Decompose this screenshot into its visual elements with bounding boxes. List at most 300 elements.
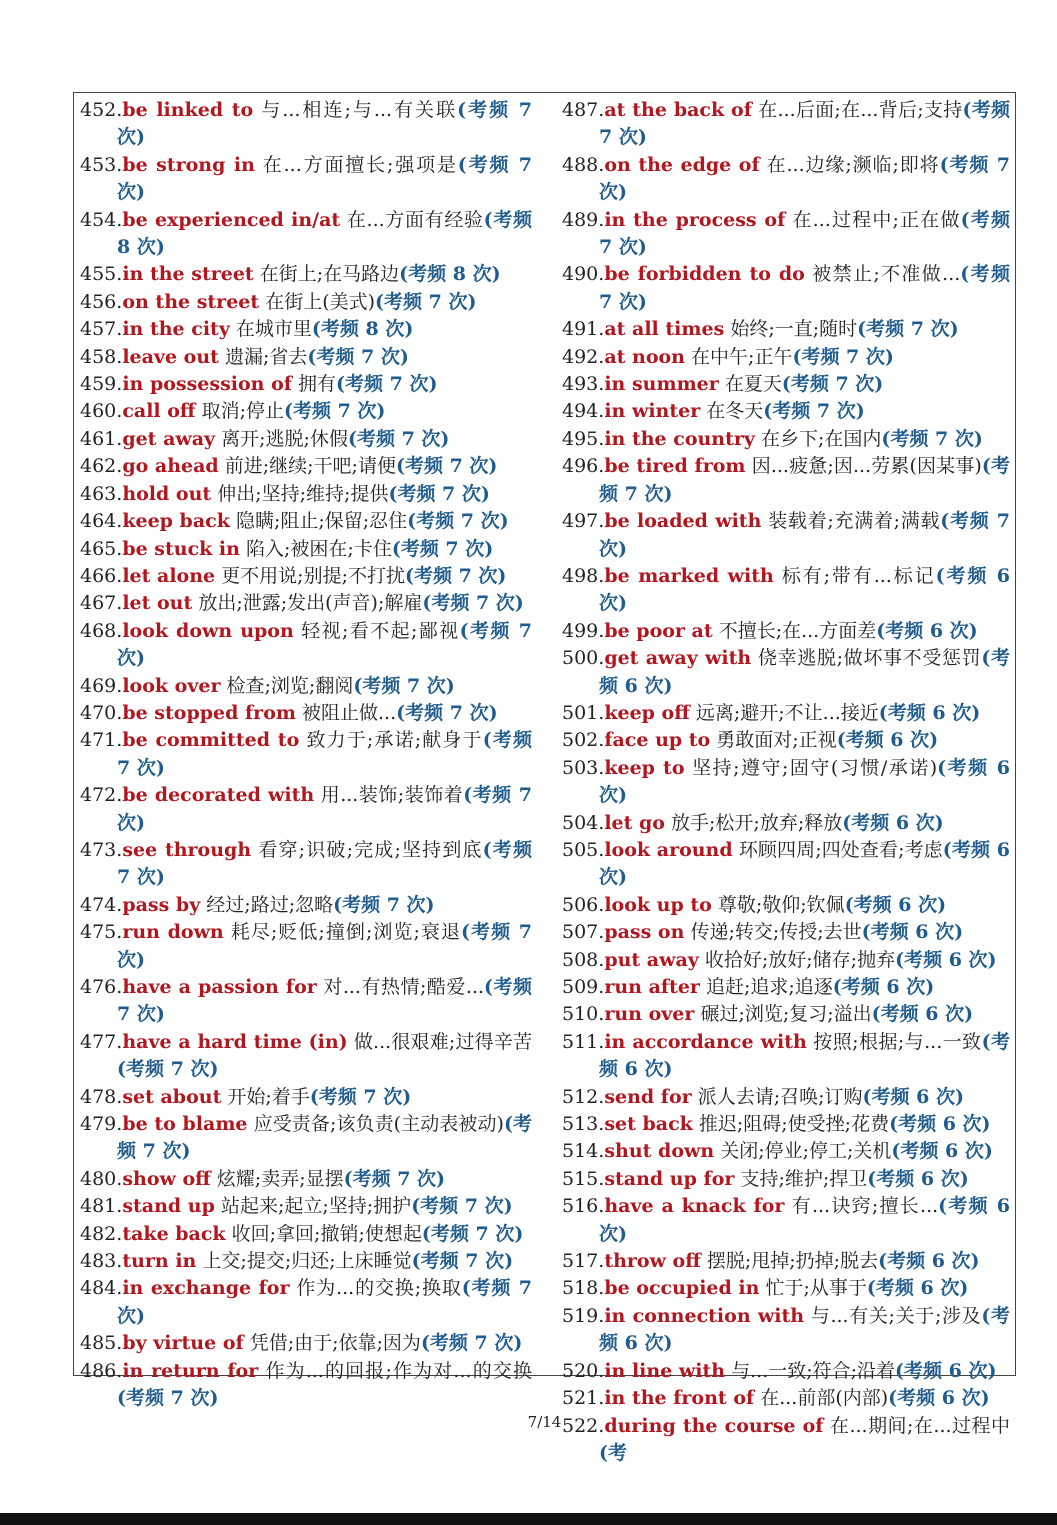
entry-frequency: (考频 8 次) [311,318,414,341]
phrase-entry [562,316,1010,343]
entry-meaning: 开始;着手 [227,1085,310,1108]
entry-frequency: (考频 7 次) [309,1085,412,1108]
entry-meaning: 用...装饰;装饰着 [320,784,464,807]
entry-number: 468. [80,619,123,642]
phrase-entry [562,837,1010,892]
entry-phrase: put away [604,948,699,971]
phrase-entry [80,563,532,590]
entry-frequency: (考频 7 次) [343,1167,446,1190]
phrase-entry [562,344,1010,371]
phrase-entry [562,947,1010,974]
phrase-entry [562,755,1010,810]
entry-number: 519. [562,1304,605,1327]
entry-number: 473. [80,838,123,861]
entry-number: 501. [562,701,605,724]
entry-frequency: (考频 7 次) [599,263,1010,313]
entry-meaning: 在夏天 [724,373,782,396]
entry-number: 469. [80,674,123,697]
entry-number: 475. [80,921,123,944]
entry-phrase: keep to [604,756,685,779]
entry-meaning: 关闭;停业;停工;关机 [720,1140,892,1163]
entry-meaning: 派人去请;召唤;订购 [697,1085,863,1108]
entry-frequency: (考频 8 次) [399,263,501,286]
entry-phrase: be marked with [604,564,774,587]
phrase-entry [80,1248,532,1275]
entry-frequency: (考频 7 次) [599,455,1010,505]
entry-meaning: 致力于;承诺;献身于 [306,729,483,752]
entry-frequency: (考频 7 次) [117,1277,532,1327]
entry-meaning: 支持;维护;捍卫 [740,1167,868,1190]
entry-phrase: be stuck in [122,537,240,560]
phrase-entry [80,782,532,837]
entry-meaning: 前进;继续;干吧;请便 [224,455,396,478]
entry-phrase: let alone [122,564,216,587]
phrase-entry [562,810,1010,837]
entry-phrase: look around [604,838,733,861]
entry-frequency: (考频 7 次) [117,1058,219,1081]
entry-number: 506. [562,893,605,916]
entry-number: 515. [562,1167,605,1190]
phrase-entry [80,1166,532,1193]
entry-phrase: in summer [604,373,719,396]
entry-phrase: run after [604,976,700,998]
entry-number: 461. [80,427,123,450]
phrase-entry [80,97,532,152]
entry-frequency: (考频 6 次) [599,647,1011,697]
entry-phrase: in the front of [604,1387,755,1410]
phrase-entry [562,645,1010,700]
entry-meaning: 追赶;追求;追逐 [705,976,833,998]
entry-phrase: in return for [122,1359,259,1382]
phrase-entry [80,892,532,919]
entry-meaning: 在街上;在马路边 [259,263,400,286]
entry-number: 505. [562,838,605,861]
entry-frequency: (考频 7 次) [599,153,1011,204]
phrase-entry [562,1358,1010,1385]
entry-number: 490. [562,263,605,286]
entry-phrase: in the city [122,318,230,341]
entry-meaning: 离开;逃脱;休假 [221,427,348,450]
entry-phrase: in the process of [604,208,786,231]
entry-frequency: (考频 6 次) [867,1167,969,1190]
entry-frequency: (考频 6 次) [871,1003,974,1026]
entry-phrase: during the course of [604,1414,824,1437]
entry-meaning: 检查;浏览;翻阅 [226,674,354,697]
entry-meaning: 拥有 [298,373,337,396]
entry-phrase: run over [604,1003,695,1026]
entry-meaning: 摆脱;甩掉;扔掉;脱去 [706,1250,879,1273]
phrase-entry [562,727,1010,754]
entry-number: 516. [562,1195,605,1218]
entry-phrase: face up to [604,729,711,752]
phrase-entry [80,1111,532,1166]
entry-meaning: 看穿;识破;完成;坚持到底 [258,838,483,861]
phrase-entry [562,563,1010,618]
phrase-entry [80,727,532,782]
entry-phrase: be committed to [122,729,300,752]
entry-frequency: (考频 6 次) [889,1113,991,1136]
entry-phrase: be linked to [122,99,254,121]
entry-number: 502. [562,729,605,752]
entry-number: 514. [562,1140,605,1163]
entry-meaning: 收回;拿回;撤销;使想起 [231,1222,422,1245]
entry-number: 477. [80,1030,123,1053]
entry-phrase: keep back [122,510,230,533]
entry-frequency: (考频 7 次) [411,1195,513,1218]
entry-number: 504. [562,811,605,834]
phrase-entry [562,97,1010,152]
entry-meaning: 做...很艰难;过得辛苦 [353,1030,532,1053]
phrase-entry [80,590,532,617]
entry-frequency: (考频 6 次) [878,701,981,724]
phrase-entry [80,919,532,974]
entry-phrase: in accordance with [604,1030,807,1053]
entry-phrase: show off [122,1167,211,1190]
entry-meaning: 因...疲惫;因...劳累(因某事) [751,455,982,478]
phrase-entry [562,1138,1010,1165]
phrase-entry [80,481,532,508]
phrase-entry [562,1001,1010,1028]
entry-meaning: 与...有关;关于;涉及 [810,1304,982,1327]
entry-phrase: let go [604,811,665,834]
entry-phrase: throw off [604,1250,701,1273]
entry-meaning: 在街上(美式) [265,290,376,313]
phrase-entry [80,316,532,343]
entry-phrase: have a knack for [604,1195,785,1218]
entry-number: 480. [80,1167,123,1190]
phrase-entry [562,919,1010,946]
entry-number: 481. [80,1195,123,1218]
phrase-entry [562,1193,1010,1248]
entry-phrase: turn in [122,1250,197,1273]
entry-number: 465. [80,537,123,560]
phrase-entry [80,837,532,892]
entry-frequency: (考频 7 次) [411,1250,514,1273]
phrase-entry [562,1111,1010,1138]
entry-frequency: (考频 6 次) [876,619,978,642]
phrase-entry [562,1029,1010,1084]
entry-number: 454. [80,208,123,231]
entry-phrase: at all times [604,318,725,341]
entry-frequency: (考频 7 次) [422,592,524,615]
entry-meaning: 伸出;坚持;维持;提供 [217,482,389,505]
entry-number: 497. [562,510,605,533]
entry-phrase: be experienced in/at [122,208,341,231]
entry-frequency: (考频 7 次) [404,564,507,587]
entry-frequency: (考频 6 次) [599,1030,1011,1081]
entry-phrase: stand up [122,1195,215,1218]
entry-meaning: 更不用说;别提;不打扰 [221,564,405,587]
phrase-entry [80,152,532,207]
entry-frequency: (考频 7 次) [117,838,532,889]
entry-number: 492. [562,345,605,368]
entry-number: 482. [80,1222,123,1245]
entry-frequency: (考频 8 次) [117,208,532,259]
entry-phrase: in possession of [122,373,292,396]
entry-number: 512. [562,1085,605,1108]
entry-meaning: 凭借;由于;依靠;因为 [249,1332,421,1355]
entry-frequency: (考频 7 次) [388,482,490,505]
entry-phrase: look over [122,674,221,697]
entry-number: 463. [80,482,123,505]
entry-number: 455. [80,263,123,286]
entry-phrase: stand up for [604,1167,735,1190]
phrase-entry [562,700,1010,727]
entry-meaning: 尊敬;敬仰;钦佩 [717,893,845,916]
entry-frequency: (考频 7 次) [763,400,865,423]
entry-meaning: 作为...的交换;换取 [296,1277,462,1300]
entry-number: 489. [562,208,605,231]
entry-phrase: shut down [604,1140,715,1163]
entry-frequency: (考频 7 次) [599,208,1010,259]
entry-number: 521. [562,1387,605,1410]
entry-number: 471. [80,729,123,752]
entry-number: 453. [80,153,123,176]
entry-meaning: 碾过;浏览;复习;溢出 [700,1003,872,1026]
phrase-entry [562,207,1010,262]
entry-number: 513. [562,1113,605,1136]
entry-phrase: be poor at [604,619,713,642]
phrase-entry [562,1166,1010,1193]
entry-phrase: on the edge of [604,153,760,176]
entry-frequency: (考频 7 次) [117,976,532,1026]
entry-meaning: 忙于;从事于 [765,1277,867,1300]
entry-meaning: 装载着;充满着;满载 [768,510,941,533]
entry-phrase: be to blame [122,1113,248,1136]
phrase-entry [562,974,1010,1001]
entry-meaning: 在...边缘;濒临;即将 [766,153,940,176]
phrase-entry [562,398,1010,425]
entry-number: 499. [562,619,605,642]
entry-number: 478. [80,1085,123,1108]
entry-phrase: send for [604,1085,692,1108]
entry-frequency: (考频 6 次) [599,756,1010,807]
entry-frequency: (考频 6 次) [599,1195,1011,1245]
entry-number: 462. [80,455,123,478]
bottom-bar [0,1513,1057,1525]
entry-frequency: (考频 6 次) [878,1250,980,1273]
phrase-entry [80,398,532,425]
entry-frequency: (考频 7 次) [391,537,494,560]
entry-number: 460. [80,400,123,423]
phrase-entry [80,371,532,398]
phrase-entry [80,1029,532,1084]
entry-number: 494. [562,400,605,423]
entry-number: 459. [80,373,123,396]
entry-meaning: 始终;一直;随时 [730,318,858,341]
phrase-entry [80,508,532,535]
entry-meaning: 遗漏;省去 [224,345,308,368]
entry-frequency: (考频 7 次) [333,893,435,916]
entry-meaning: 放出;泄露;发出(声音);解雇 [198,592,423,615]
entry-frequency: (考频 7 次) [407,510,509,533]
entry-phrase: on the street [122,290,260,313]
phrase-entry [80,207,532,262]
entry-number: 470. [80,701,123,724]
entry-frequency: (考 [599,1441,627,1464]
phrase-entry [562,371,1010,398]
entry-number: 474. [80,893,123,916]
entry-number: 483. [80,1250,123,1273]
entry-phrase: set back [604,1113,693,1136]
phrase-entry [562,1248,1010,1275]
entry-meaning: 远离;避开;不让...接近 [695,701,879,724]
entry-number: 517. [562,1250,605,1273]
entry-number: 510. [562,1003,605,1026]
entry-frequency: (考频 7 次) [353,674,455,697]
phrase-entry [562,426,1010,453]
entry-frequency: (考频 7 次) [117,784,532,834]
entry-number: 452. [80,99,123,121]
entry-meaning: 在...前部(内部) [760,1387,889,1410]
phrase-entry [80,618,532,673]
entry-meaning: 在...期间;在...过程中 [829,1414,1010,1437]
entry-frequency: (考频 7 次) [283,400,386,423]
page-number: 7/14 [527,1413,562,1431]
entry-frequency: (考频 6 次) [832,976,935,998]
phrase-entry [562,261,1010,316]
entry-number: 472. [80,784,123,807]
entry-frequency: (考频 7 次) [420,1332,523,1355]
entry-number: 479. [80,1113,123,1136]
entry-phrase: see through [122,838,252,861]
entry-number: 522. [562,1414,605,1437]
entry-number: 511. [562,1030,605,1053]
entry-phrase: go ahead [122,455,219,478]
entry-phrase: set about [122,1085,222,1108]
entry-meaning: 站起来;起立;坚持;拥护 [220,1195,412,1218]
phrase-entry [562,1385,1010,1412]
entry-meaning: 轻视;看不起;鄙视 [301,619,460,642]
entry-phrase: get away [122,427,216,450]
entry-meaning: 侥幸逃脱;做坏事不受惩罚 [757,647,982,670]
entry-frequency: (考频 6 次) [888,1387,990,1410]
phrase-entry [562,892,1010,919]
entry-phrase: pass by [122,893,201,916]
entry-number: 457. [80,318,123,341]
entry-frequency: (考频 7 次) [336,373,438,396]
entry-meaning: 在...后面;在...背后;支持 [758,99,963,121]
entry-frequency: (考频 7 次) [396,701,498,724]
entry-frequency: (考频 7 次) [347,427,450,450]
entry-phrase: take back [122,1222,226,1245]
phrase-entry [562,508,1010,563]
entry-frequency: (考频 6 次) [844,893,947,916]
entry-number: 466. [80,564,123,587]
phrase-entry [80,426,532,453]
entry-phrase: be loaded with [604,510,762,533]
phrase-entry [80,1084,532,1111]
phrase-entry [80,1358,532,1413]
entry-meaning: 上交;提交;归还;上床睡觉 [202,1250,412,1273]
entry-number: 476. [80,976,123,998]
entry-frequency: (考频 7 次) [857,318,959,341]
entry-number: 487. [562,99,605,121]
entry-meaning: 在...过程中;正在做 [792,208,961,231]
phrase-entry [80,673,532,700]
entry-phrase: in winter [604,400,701,423]
entry-meaning: 与...一致;符合;沿着 [731,1359,896,1382]
entry-frequency: (考频 6 次) [895,1359,997,1382]
entry-frequency: (考频 7 次) [421,1222,524,1245]
entry-frequency: (考频 7 次) [307,345,409,368]
phrase-entry [562,1303,1010,1358]
entry-phrase: get away with [604,647,752,670]
entry-phrase: have a hard time (in) [122,1030,348,1053]
entry-phrase: let out [122,592,193,615]
entry-number: 508. [562,948,605,971]
entry-meaning: 在中午;正午 [691,345,793,368]
entry-phrase: call off [122,400,196,423]
phrase-entry [80,344,532,371]
entry-meaning: 推迟;阻碍;使受挫;花费 [698,1113,890,1136]
entry-meaning: 陷入;被困在;卡住 [246,537,392,560]
entry-phrase: be stopped from [122,701,296,724]
entry-meaning: 传递;转交;传授;去世 [690,921,862,944]
entry-number: 509. [562,976,605,998]
entry-phrase: in the country [604,427,755,450]
entry-phrase: run down [122,921,224,944]
entry-number: 503. [562,756,605,779]
entry-meaning: 炫耀;卖弄;显摆 [216,1167,344,1190]
entry-meaning: 坚持;遵守;固守(习惯/承诺) [692,756,938,779]
entry-meaning: 与...相连;与...有关联 [261,99,458,121]
entry-number: 518. [562,1277,605,1300]
phrase-entry [80,1275,532,1330]
entry-frequency: (考频 6 次) [599,1304,1010,1355]
entry-number: 493. [562,373,605,396]
phrase-entry [80,1221,532,1248]
entry-meaning: 耗尽;贬低;撞倒;浏览;衰退 [230,921,462,944]
phrase-entry [80,453,532,480]
entry-meaning: 有...诀窍;擅长... [791,1195,939,1218]
entry-meaning: 在...方面有经验 [346,208,484,231]
phrase-entry [80,1330,532,1357]
entry-number: 458. [80,345,123,368]
entry-meaning: 按照;根据;与...一致 [813,1030,982,1053]
right-column [562,97,1010,1467]
entry-number: 484. [80,1277,123,1300]
entry-meaning: 取消;停止 [201,400,284,423]
entry-meaning: 被阻止做... [302,701,397,724]
entry-phrase: be tired from [604,455,746,478]
entry-number: 488. [562,153,605,176]
entry-meaning: 对...有热情;酷爱... [323,976,484,998]
entry-frequency: (考频 7 次) [117,1387,219,1410]
entry-frequency: (考频 6 次) [862,1085,964,1108]
phrase-entry [562,1275,1010,1302]
entry-frequency: (考频 6 次) [599,838,1011,889]
entry-number: 486. [80,1359,123,1382]
entry-meaning: 在乡下;在国内 [761,427,882,450]
entry-number: 507. [562,921,605,944]
entry-meaning: 作为...的回报;作为对...的交换 [265,1359,532,1382]
entry-meaning: 勇敢面对;正视 [716,729,837,752]
entry-phrase: by virtue of [122,1332,244,1355]
phrase-entry [562,1084,1010,1111]
entry-frequency: (考频 7 次) [599,510,1010,560]
entry-meaning: 在...方面擅长;强项是 [262,153,458,176]
left-column [80,97,532,1413]
entry-meaning: 不擅长;在...方面差 [718,619,877,642]
entry-phrase: hold out [122,482,212,505]
entry-frequency: (考频 7 次) [792,345,894,368]
entry-meaning: 隐瞒;阻止;保留;忍住 [235,510,408,533]
entry-frequency: (考频 7 次) [599,99,1010,149]
entry-phrase: in connection with [604,1304,805,1327]
entry-frequency: (考频 6 次) [842,811,944,834]
entry-number: 485. [80,1332,123,1355]
